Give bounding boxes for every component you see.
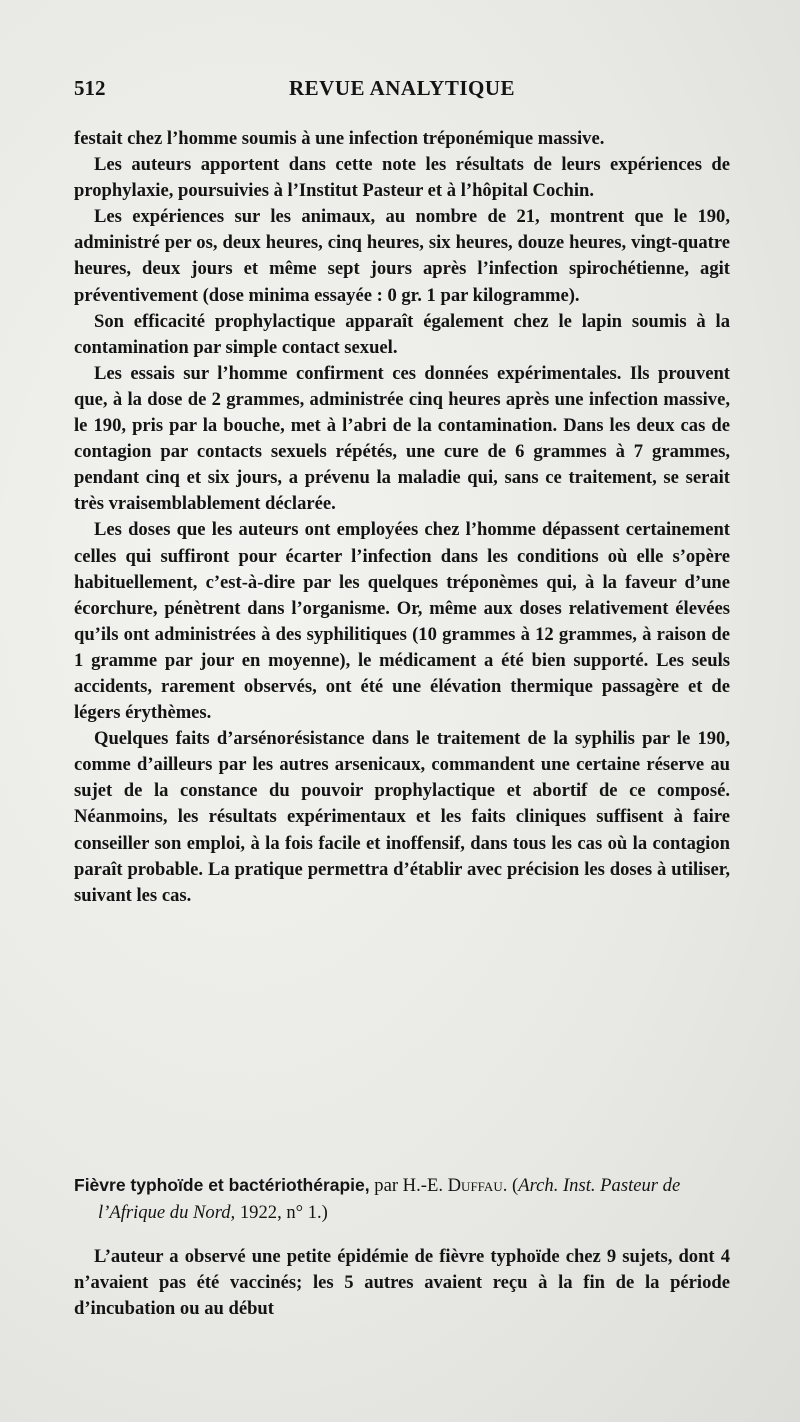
article-journal: Arch. Inst. Pasteur de l’Afrique du Nord,	[98, 1175, 681, 1223]
article-year-issue: 1922, n° 1.)	[239, 1202, 328, 1223]
paragraph: Quelques faits d’arsénorésistance dans le traitement de la syphilis par le 190, comme d’ailleurs par les autres arsenicaux, commandent une certaine réserve au sujet de la constance du pouvoir prophylactique et abortif de ce composé. Néanmoins, les résultats expérimentaux et les faits cliniques suffisent à faire conseiller son emploi, à la fois facile et inoffensif, dans tous les cas où la contagion paraît probable. La pratique permettra d’établir avec précision les doses à utiliser, suivant les cas.	[74, 728, 730, 906]
paragraph: Les essais sur l’homme confirment ces données expérimentales. Ils prouvent que, à la dose de 2 grammes, administrée cinq heures après une infection massive, le 190, pris par la bouche, met à l’abri de la contamination. Dans les deux cas de contagion par contacts sexuels répétés, une cure de 6 grammes à 7 grammes, pendant cinq et six jours, a prévenu la maladie qui, sans ce traitement, se serait très vraisemblablement déclarée.	[74, 362, 730, 515]
article-heading	[74, 1172, 730, 1226]
article-by: par H.-E.	[374, 1175, 443, 1196]
paragraph: Les doses que les auteurs ont employées chez l’homme dépassent certainement celles qui suffiront pour écarter l’infection dans les conditions où elle s’opère habituellement, c’est-à-dire par les quelques tréponèmes qui, à la faveur d’une écorchure, pénètrent dans l’organisme. Or, même aux doses relativement élevées qu’ils ont administrées à des syphilitiques (10 grammes à 12 grammes, à raison de 1 gramme par jour en moyenne), le médicament a été bien supporté. Les seuls accidents, rarement observés, ont été une élévation thermique passagère et de légers érythèmes.	[74, 519, 730, 724]
article-body: L’auteur a observé une petite épidémie de fièvre typhoïde chez 9 sujets, dont 4 n’avaient pas été vaccinés; les 5 autres avaient reçu à la fin de la période d’incubation ou au début	[74, 1246, 730, 1320]
citation-open: (	[512, 1175, 519, 1196]
running-head: REVUE ANALYTIQUE	[288, 76, 516, 100]
article-title: Fièvre typhoïde et bactériothérapie,	[74, 1175, 370, 1195]
page-number: 512	[74, 76, 106, 100]
paragraph: Son efficacité prophylactique apparaît également chez le lapin soumis à la contamination par simple contact sexuel.	[74, 310, 730, 358]
article-author: Duffau.	[447, 1175, 508, 1196]
review-body	[74, 126, 730, 909]
article-entry	[74, 1172, 730, 1322]
paragraph: festait chez l’homme soumis à une infection tréponémique massive.	[74, 128, 605, 149]
page-header	[74, 76, 730, 106]
paragraph: Les expériences sur les animaux, au nombre de 21, montrent que le 190, administré per os, deux heures, cinq heures, six heures, douze heures, vingt-quatre heures, deux jours et même sept jours après l’infection spirochétienne, agit préventivement (dose minima essayée : 0 gr. 1 par kilogramme).	[74, 206, 730, 306]
paragraph: Les auteurs apportent dans cette note les résultats de leurs expériences de prophylaxie, poursuivies à l’Institut Pasteur et à l’hôpital Cochin.	[74, 154, 730, 202]
